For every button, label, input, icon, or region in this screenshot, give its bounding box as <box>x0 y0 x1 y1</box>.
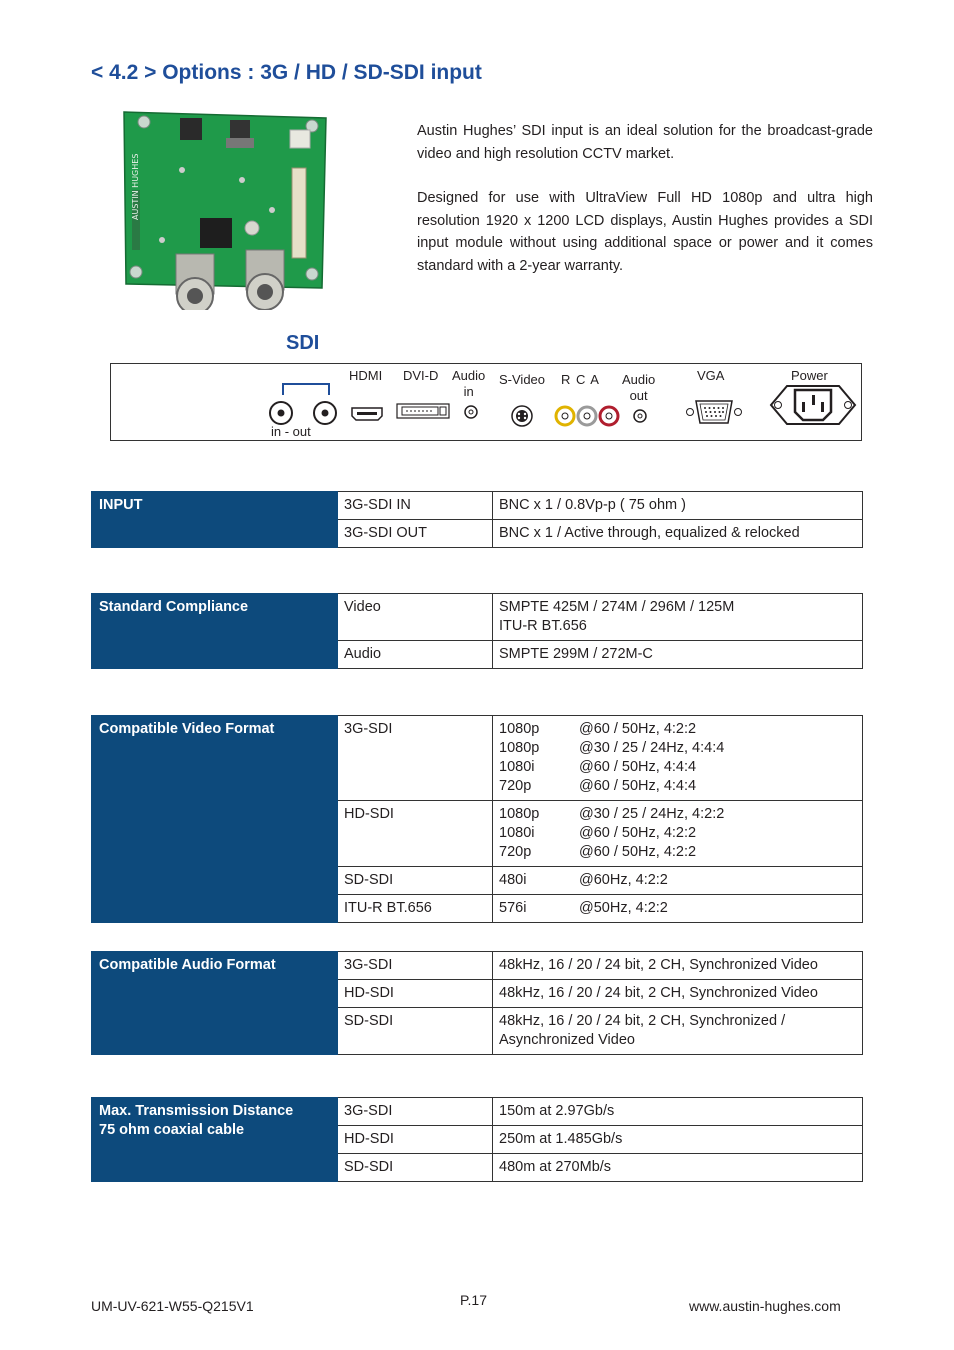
table-cell: 1080p @30 / 25 / 24Hz, 4:2:2 1080i @60 / 50Hz, 4:2:2 720p @60 / 50Hz, 4:2:2 <box>493 801 863 867</box>
svideo-label: S-Video <box>499 372 546 387</box>
audio-format-table <box>91 951 863 1055</box>
table-row <box>92 594 863 641</box>
video-format-table <box>91 715 863 923</box>
distance-header: Max. Transmission Distance 75 ohm coaxial cable <box>92 1098 338 1182</box>
compliance-table <box>91 593 863 669</box>
rca-label: R C A <box>561 372 600 387</box>
audio-in-jack-icon <box>463 404 479 420</box>
intro-paragraph-1: Austin Hughes’ SDI input is an ideal solution for the broadcast-grade video and high resolution CCTV market. <box>417 123 873 162</box>
board-silkscreen: AUSTIN HUGHES <box>131 153 140 220</box>
table-cell: 3G-SDI <box>338 952 493 980</box>
table-cell: Video <box>338 594 493 641</box>
table-cell: Audio <box>338 641 493 669</box>
table-cell: 48kHz, 16 / 20 / 24 bit, 2 CH, Synchronized Video <box>493 980 863 1008</box>
power-label: Power <box>791 368 828 383</box>
table-cell: 48kHz, 16 / 20 / 24 bit, 2 CH, Synchronized / Asynchronized Video <box>493 1008 863 1055</box>
table-cell: 3G-SDI <box>338 1098 493 1126</box>
table-cell: SD-SDI <box>338 867 493 895</box>
table-cell: 250m at 1.485Gb/s <box>493 1126 863 1154</box>
intro-text <box>417 120 873 299</box>
audio-out-jack-icon <box>632 408 648 424</box>
table-row <box>92 1098 863 1126</box>
dvid-label: DVI-D <box>403 368 439 383</box>
connector-panel <box>110 363 862 441</box>
input-header: INPUT <box>92 492 338 548</box>
sdi-in-out-label: in - out <box>271 424 311 439</box>
table-cell: SD-SDI <box>338 1008 493 1055</box>
table-cell: SMPTE 425M / 274M / 296M / 125M ITU-R BT.656 <box>493 594 863 641</box>
rca-jacks-icon <box>553 404 623 428</box>
sdi-out-connector-icon <box>312 400 338 426</box>
sdi-in-connector-icon <box>268 400 294 426</box>
input-table <box>91 491 863 548</box>
table-cell: HD-SDI <box>338 1126 493 1154</box>
table-cell: 1080p @60 / 50Hz, 4:2:2 1080p @30 / 25 / 24Hz, 4:4:4 1080i @60 / 50Hz, 4:4:4 720p @60 / 50Hz, 4:4:4 <box>493 716 863 801</box>
table-cell: 576i @50Hz, 4:2:2 <box>493 895 863 923</box>
table-cell: BNC x 1 / Active through, equalized & relocked <box>493 520 863 548</box>
table-cell: HD-SDI <box>338 801 493 867</box>
dvid-port-icon <box>396 402 450 420</box>
video-format-header: Compatible Video Format <box>92 716 338 923</box>
table-cell: ITU-R BT.656 <box>338 895 493 923</box>
audio-format-header: Compatible Audio Format <box>92 952 338 1055</box>
footer-website: www.austin-hughes.com <box>689 1298 841 1314</box>
svideo-port-icon <box>510 404 534 428</box>
table-cell: 3G-SDI IN <box>338 492 493 520</box>
table-row <box>92 492 863 520</box>
footer-page-number: P.17 <box>460 1292 487 1308</box>
sdi-board-image <box>122 110 328 310</box>
vga-port-icon <box>685 398 743 426</box>
power-socket-icon <box>769 384 857 426</box>
footer-doc-code: UM-UV-621-W55-Q215V1 <box>91 1298 254 1314</box>
sdi-bracket <box>281 382 331 396</box>
table-cell: 480i @60Hz, 4:2:2 <box>493 867 863 895</box>
table-cell: 3G-SDI OUT <box>338 520 493 548</box>
hdmi-port-icon <box>350 406 384 422</box>
table-row <box>92 952 863 980</box>
distance-table <box>91 1097 863 1182</box>
table-cell: SD-SDI <box>338 1154 493 1182</box>
audio-in-label: Audio in <box>452 368 486 399</box>
table-cell: 3G-SDI <box>338 716 493 801</box>
table-cell: BNC x 1 / 0.8Vp-p ( 75 ohm ) <box>493 492 863 520</box>
vga-label: VGA <box>697 368 725 383</box>
audio-out-label: Audio out <box>622 372 656 403</box>
sdi-label: SDI <box>286 332 320 354</box>
table-cell: HD-SDI <box>338 980 493 1008</box>
table-cell: 150m at 2.97Gb/s <box>493 1098 863 1126</box>
table-cell: 480m at 270Mb/s <box>493 1154 863 1182</box>
intro-paragraph-2: Designed for use with UltraView Full HD 1080p and ultra high resolution 1920 x 1200 LCD displays, Austin Hughes provides a SDI input module without using additional space or power and it comes standard with a 2-year warranty. <box>417 190 873 274</box>
compliance-header: Standard Compliance <box>92 594 338 669</box>
page-title: < 4.2 > Options : 3G / HD / SD-SDI input <box>91 61 482 84</box>
table-cell: SMPTE 299M / 272M-C <box>493 641 863 669</box>
table-cell: 48kHz, 16 / 20 / 24 bit, 2 CH, Synchronized Video <box>493 952 863 980</box>
hdmi-label: HDMI <box>349 368 383 383</box>
table-row <box>92 716 863 801</box>
